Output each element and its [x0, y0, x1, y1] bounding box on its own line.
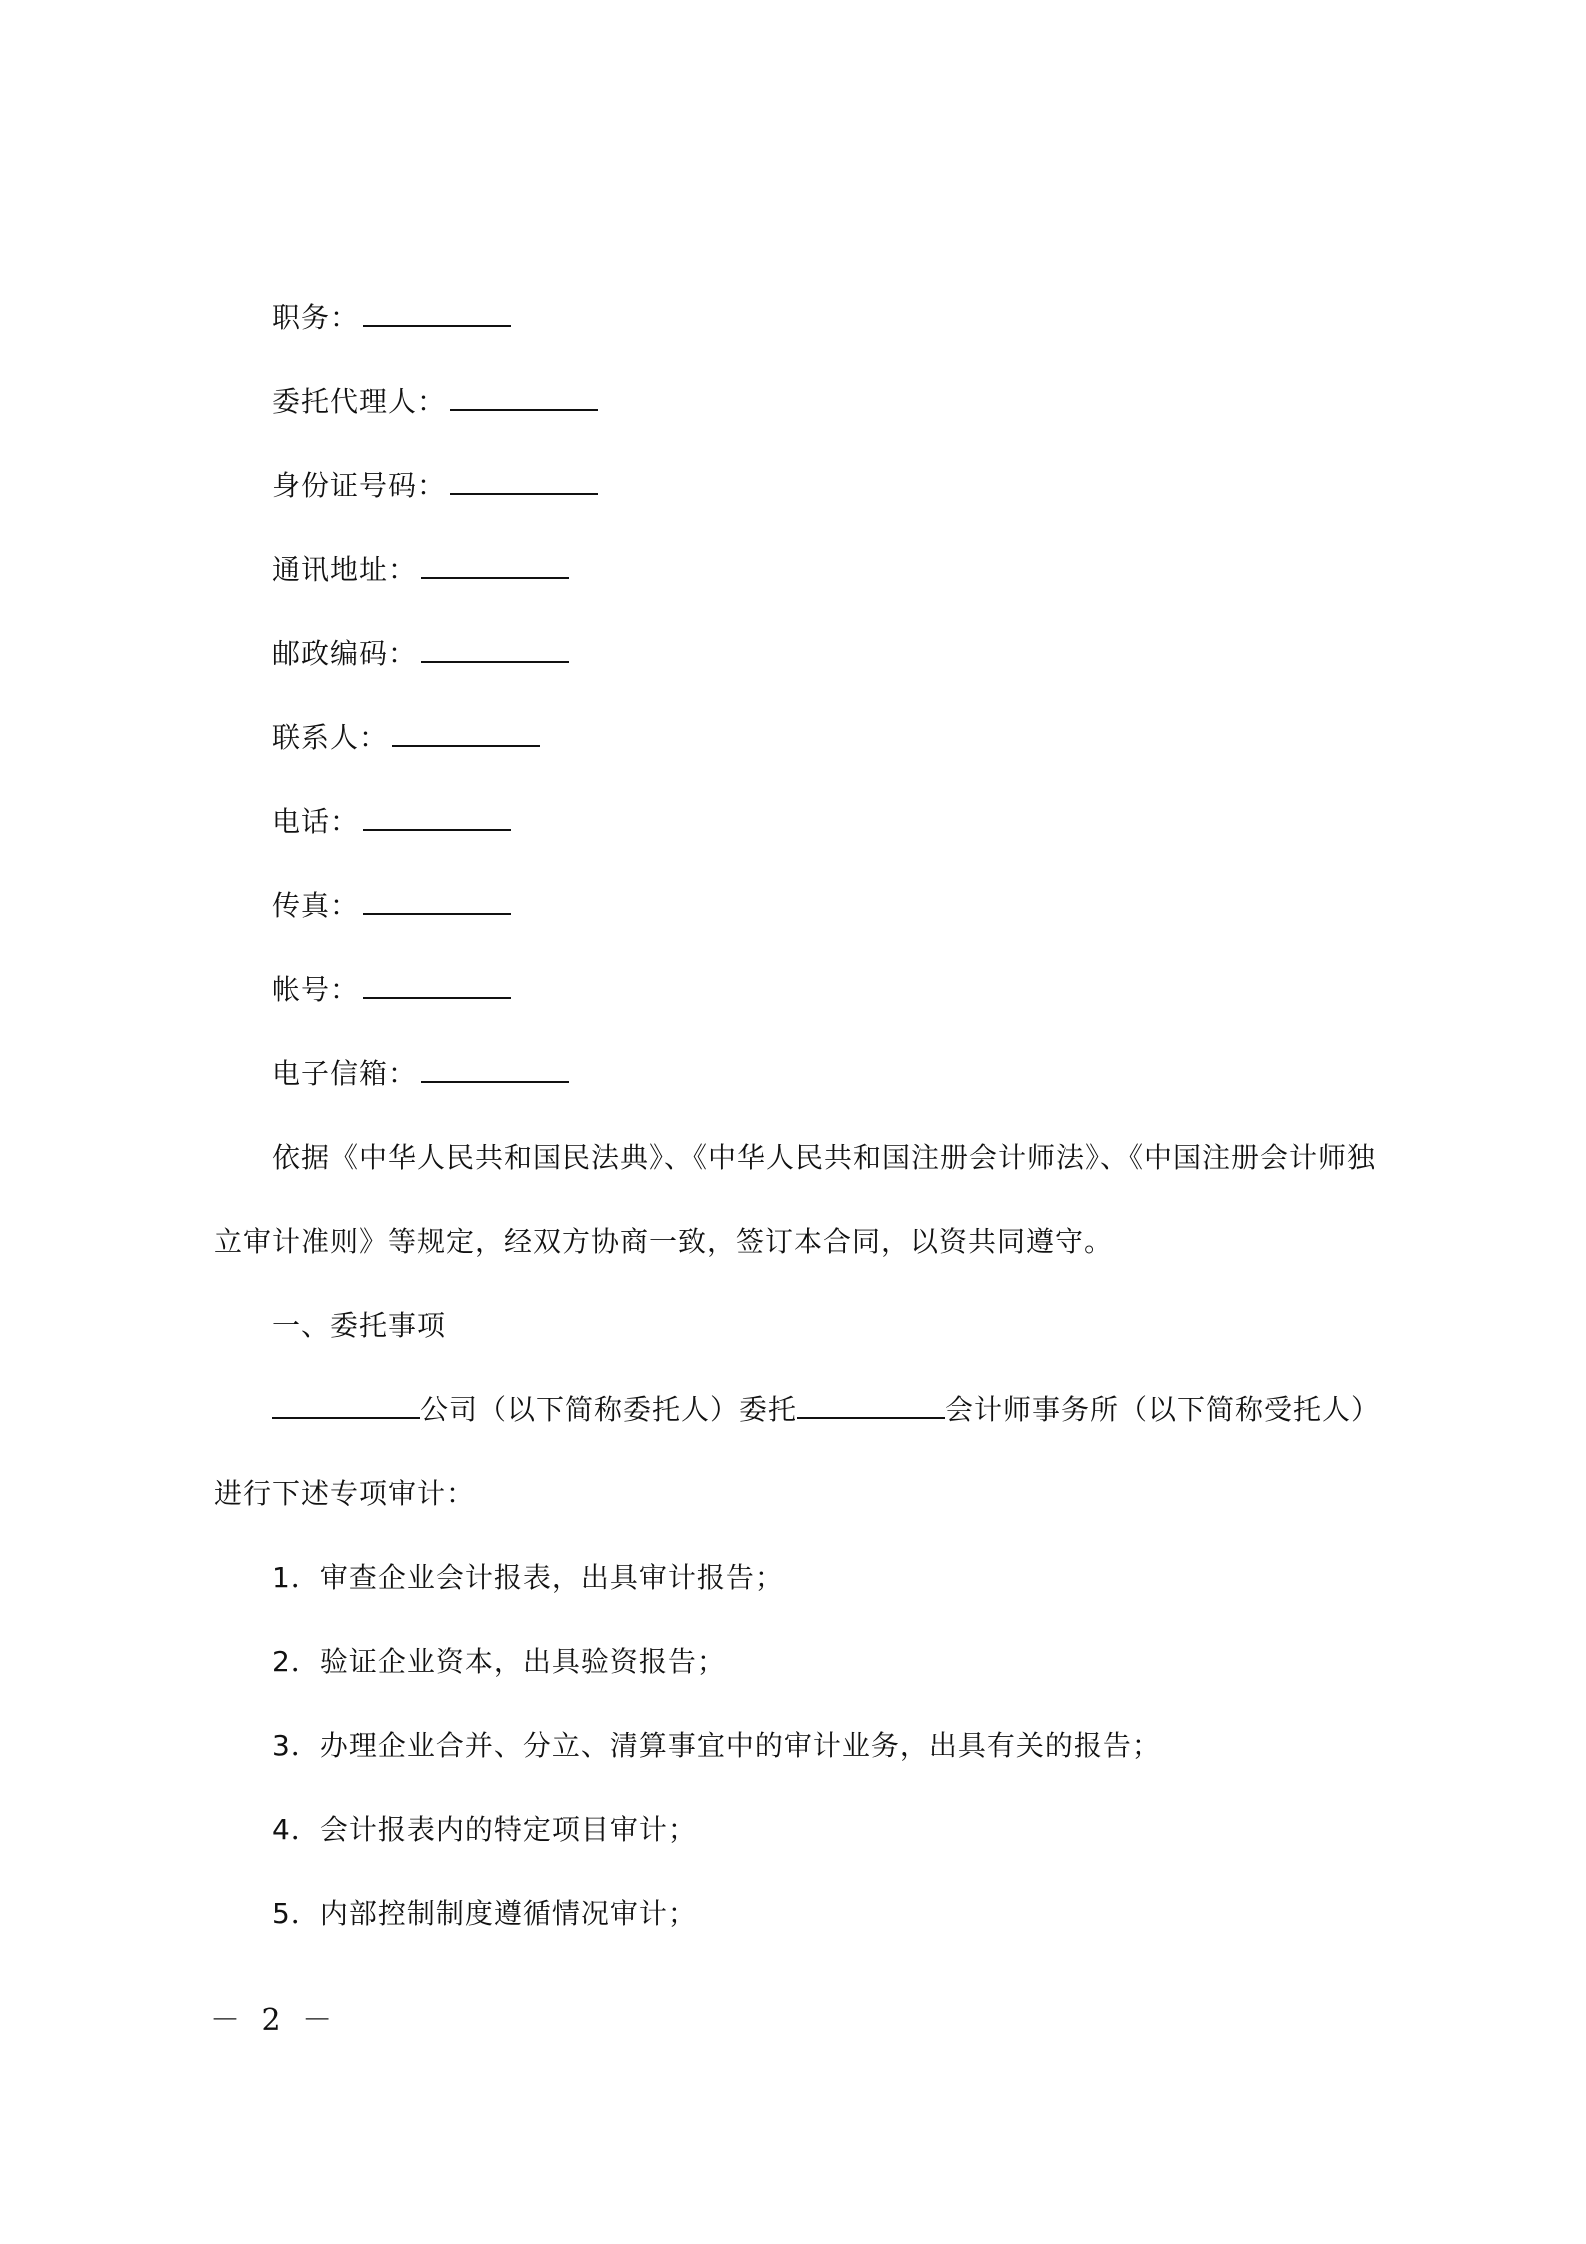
field-label: 委托代理人：	[272, 385, 447, 418]
clause-text: 会计师事务所（以下简称受托人）	[945, 1393, 1381, 1426]
fill-blank	[450, 383, 598, 411]
fill-blank	[363, 299, 511, 327]
basis-line-2: 立审计准则》等规定，经双方协商一致，签订本合同，以资共同遵守。	[214, 1225, 1114, 1258]
clause-text: 公司（以下简称委托人）委托	[420, 1393, 798, 1426]
field-email	[272, 1054, 569, 1094]
section-heading: 一、委托事项	[272, 1309, 447, 1342]
list-item: 1．审查企业会计报表，出具审计报告；	[272, 1561, 784, 1594]
field-postcode	[272, 634, 569, 674]
list-item: 3．办理企业合并、分立、清算事宜中的审计业务，出具有关的报告；	[272, 1729, 1161, 1762]
list-item: 2．验证企业资本，出具验资报告；	[272, 1645, 726, 1678]
field-fax	[272, 886, 511, 926]
fill-blank	[421, 635, 569, 663]
fill-blank	[392, 719, 540, 747]
entrust-clause-line-2: 进行下述专项审计：	[214, 1477, 476, 1510]
basis-line-1: 依据《中华人民共和国民法典》、《中华人民共和国注册会计师法》、《中国注册会计师独	[272, 1141, 1377, 1174]
fill-blank	[363, 887, 511, 915]
fill-blank	[450, 467, 598, 495]
field-label: 身份证号码：	[272, 469, 447, 502]
list-item: 5．内部控制制度遵循情况审计；	[272, 1897, 697, 1930]
field-label: 传真：	[272, 889, 360, 922]
field-address	[272, 550, 569, 590]
field-label: 职务：	[272, 301, 360, 334]
fill-blank	[797, 1391, 945, 1419]
field-contact	[272, 718, 540, 758]
field-agent	[272, 382, 598, 422]
fill-blank	[363, 971, 511, 999]
field-label: 通讯地址：	[272, 553, 418, 586]
field-label: 帐号：	[272, 973, 360, 1006]
list-item: 4．会计报表内的特定项目审计；	[272, 1813, 697, 1846]
fill-blank	[272, 1391, 420, 1419]
fill-blank	[421, 1055, 569, 1083]
field-phone	[272, 802, 511, 842]
field-label: 联系人：	[272, 721, 389, 754]
fill-blank	[363, 803, 511, 831]
field-account	[272, 970, 511, 1010]
field-id-number	[272, 466, 598, 506]
field-label: 电子信箱：	[272, 1057, 418, 1090]
field-label: 电话：	[272, 805, 360, 838]
field-position	[272, 298, 511, 338]
fill-blank	[421, 551, 569, 579]
page-number: － 2 －	[210, 2003, 339, 2038]
field-label: 邮政编码：	[272, 637, 418, 670]
entrust-clause	[272, 1390, 1380, 1430]
